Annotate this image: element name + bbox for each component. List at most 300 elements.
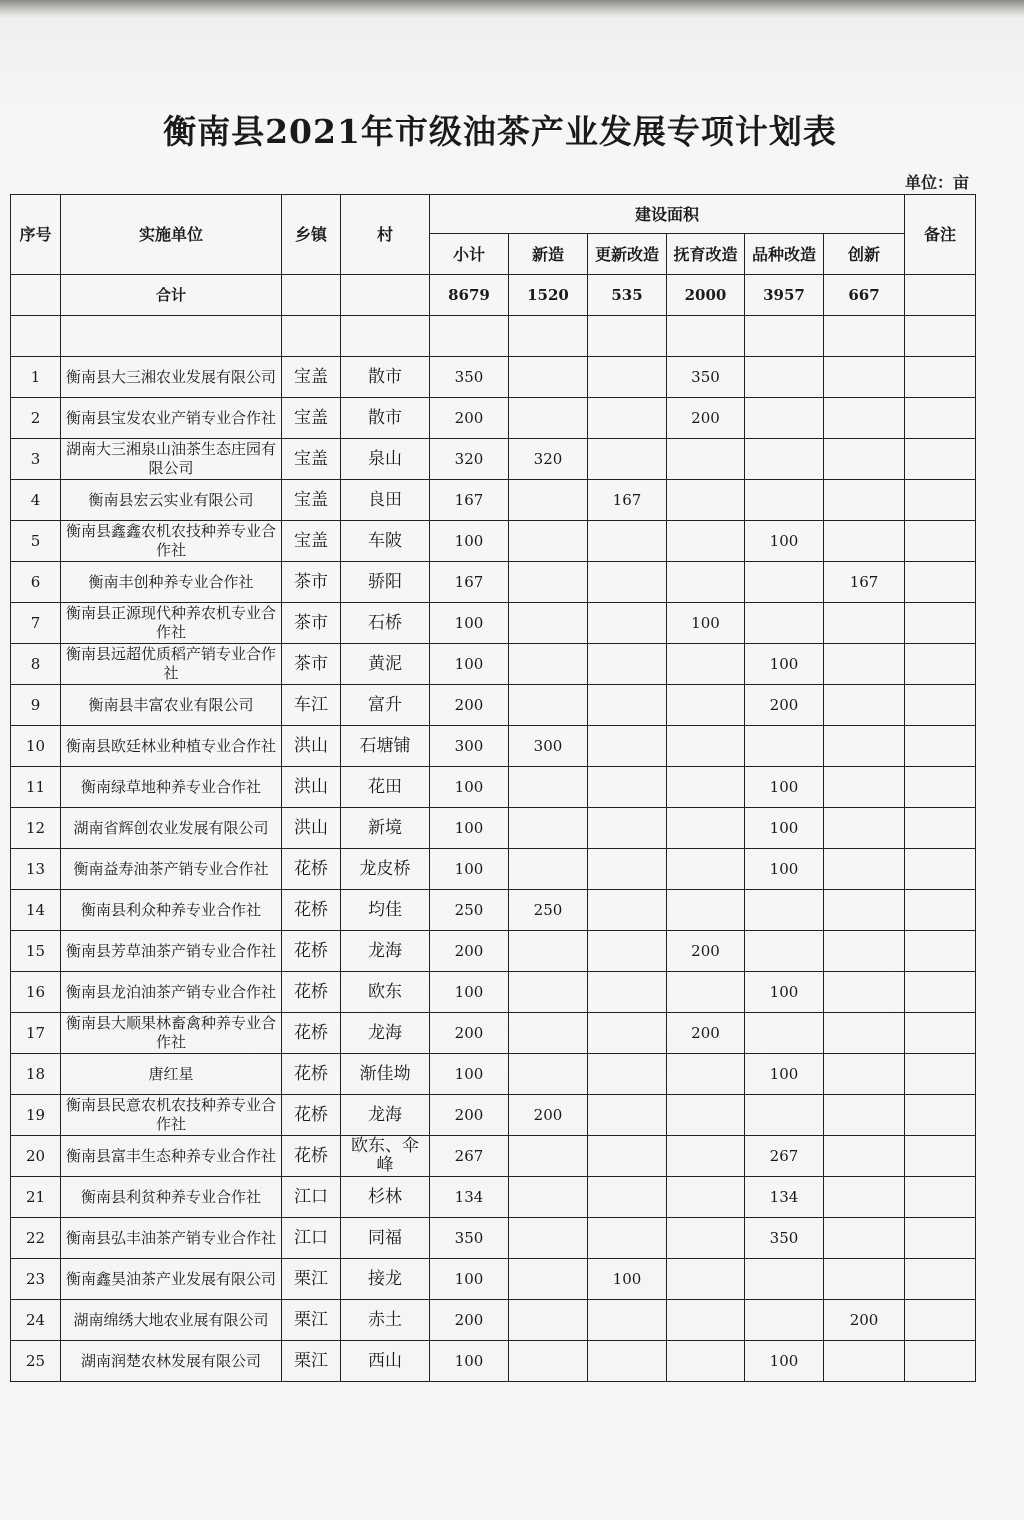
row-renew <box>588 439 667 480</box>
header-village: 村 <box>341 195 430 275</box>
row-town: 茶市 <box>282 644 341 685</box>
row-org: 湖南大三湘泉山油茶生态庄园有限公司 <box>61 439 282 480</box>
row-no: 1 <box>11 357 61 398</box>
row-remark <box>905 931 976 972</box>
row-org: 衡南县龙泊油茶产销专业合作社 <box>61 972 282 1013</box>
row-innovate <box>824 890 905 931</box>
row-variety: 100 <box>745 1054 824 1095</box>
table-row <box>11 357 976 398</box>
total-new: 1520 <box>509 275 588 316</box>
row-renew <box>588 1013 667 1054</box>
row-new <box>509 849 588 890</box>
row-new <box>509 480 588 521</box>
row-innovate: 200 <box>824 1300 905 1341</box>
row-innovate <box>824 357 905 398</box>
row-no: 23 <box>11 1259 61 1300</box>
row-village: 同福 <box>341 1218 430 1259</box>
total-town-cell <box>282 275 341 316</box>
row-no: 17 <box>11 1013 61 1054</box>
row-village: 泉山 <box>341 439 430 480</box>
row-tend <box>667 890 745 931</box>
table-row <box>11 767 976 808</box>
row-village: 黄泥 <box>341 644 430 685</box>
row-renew <box>588 931 667 972</box>
header-subtotal: 小计 <box>430 234 509 275</box>
row-no: 25 <box>11 1341 61 1382</box>
row-remark <box>905 603 976 644</box>
row-village: 良田 <box>341 480 430 521</box>
row-remark <box>905 849 976 890</box>
row-village: 新境 <box>341 808 430 849</box>
table-row <box>11 1218 976 1259</box>
row-tend <box>667 808 745 849</box>
table-row <box>11 644 976 685</box>
row-village: 富升 <box>341 685 430 726</box>
row-new <box>509 644 588 685</box>
row-new <box>509 1259 588 1300</box>
row-subtotal: 200 <box>430 1300 509 1341</box>
row-renew <box>588 603 667 644</box>
header-tend: 抚育改造 <box>667 234 745 275</box>
total-subtotal: 8679 <box>430 275 509 316</box>
row-subtotal: 100 <box>430 767 509 808</box>
row-variety: 350 <box>745 1218 824 1259</box>
row-tend <box>667 849 745 890</box>
row-org: 衡南县欧廷林业种植专业合作社 <box>61 726 282 767</box>
row-variety: 100 <box>745 767 824 808</box>
row-variety <box>745 726 824 767</box>
row-remark <box>905 644 976 685</box>
row-town: 茶市 <box>282 603 341 644</box>
blank-cell <box>430 316 509 357</box>
row-no: 12 <box>11 808 61 849</box>
blank-cell <box>905 316 976 357</box>
row-no: 10 <box>11 726 61 767</box>
row-village: 接龙 <box>341 1259 430 1300</box>
row-innovate <box>824 1218 905 1259</box>
row-innovate <box>824 972 905 1013</box>
row-tend <box>667 1054 745 1095</box>
row-village: 石塘铺 <box>341 726 430 767</box>
row-village: 散市 <box>341 398 430 439</box>
row-subtotal: 267 <box>430 1136 509 1177</box>
row-new <box>509 1300 588 1341</box>
row-town: 洪山 <box>282 767 341 808</box>
row-no: 19 <box>11 1095 61 1136</box>
row-renew <box>588 644 667 685</box>
row-village: 均佳 <box>341 890 430 931</box>
row-variety: 100 <box>745 808 824 849</box>
row-town: 花桥 <box>282 931 341 972</box>
row-new <box>509 808 588 849</box>
table-row <box>11 480 976 521</box>
row-tend <box>667 439 745 480</box>
row-no: 3 <box>11 439 61 480</box>
row-subtotal: 300 <box>430 726 509 767</box>
row-org: 唐红星 <box>61 1054 282 1095</box>
total-variety: 3957 <box>745 275 824 316</box>
page-title: 衡南县2021年市级油茶产业发展专项计划表 <box>163 112 837 151</box>
row-subtotal: 100 <box>430 808 509 849</box>
row-town: 花桥 <box>282 1095 341 1136</box>
row-village: 欧东、伞峰 <box>341 1136 430 1177</box>
row-town: 栗江 <box>282 1259 341 1300</box>
row-innovate <box>824 931 905 972</box>
row-renew <box>588 1300 667 1341</box>
table-row <box>11 562 976 603</box>
blank-row <box>11 316 976 357</box>
row-remark <box>905 439 976 480</box>
row-renew: 100 <box>588 1259 667 1300</box>
row-innovate <box>824 398 905 439</box>
row-no: 11 <box>11 767 61 808</box>
row-town: 花桥 <box>282 849 341 890</box>
row-org: 衡南县宏云实业有限公司 <box>61 480 282 521</box>
blank-cell <box>341 316 430 357</box>
row-remark <box>905 808 976 849</box>
row-village: 车陂 <box>341 521 430 562</box>
row-no: 6 <box>11 562 61 603</box>
header-remark: 备注 <box>905 195 976 275</box>
row-renew <box>588 685 667 726</box>
row-no: 4 <box>11 480 61 521</box>
row-renew <box>588 521 667 562</box>
row-org: 衡南鑫昊油茶产业发展有限公司 <box>61 1259 282 1300</box>
table-row <box>11 439 976 480</box>
row-subtotal: 100 <box>430 521 509 562</box>
row-variety <box>745 1259 824 1300</box>
row-village: 渐佳坳 <box>341 1054 430 1095</box>
total-no-cell <box>11 275 61 316</box>
row-renew <box>588 1095 667 1136</box>
row-variety <box>745 357 824 398</box>
row-tend: 200 <box>667 398 745 439</box>
scan-edge-shadow <box>0 0 1024 18</box>
row-new <box>509 603 588 644</box>
row-org: 衡南县远超优质稻产销专业合作社 <box>61 644 282 685</box>
row-town: 栗江 <box>282 1341 341 1382</box>
row-tend <box>667 685 745 726</box>
table-row <box>11 849 976 890</box>
row-new <box>509 1013 588 1054</box>
row-town: 花桥 <box>282 890 341 931</box>
row-subtotal: 200 <box>430 398 509 439</box>
table-row <box>11 685 976 726</box>
row-town: 江口 <box>282 1177 341 1218</box>
table-row <box>11 890 976 931</box>
row-remark <box>905 1054 976 1095</box>
row-tend <box>667 644 745 685</box>
row-innovate <box>824 521 905 562</box>
row-no: 7 <box>11 603 61 644</box>
row-village: 杉林 <box>341 1177 430 1218</box>
row-variety <box>745 1300 824 1341</box>
row-renew <box>588 972 667 1013</box>
row-renew <box>588 1136 667 1177</box>
row-renew <box>588 808 667 849</box>
table-row <box>11 972 976 1013</box>
row-town: 花桥 <box>282 1013 341 1054</box>
row-renew <box>588 1341 667 1382</box>
row-village: 龙海 <box>341 931 430 972</box>
row-subtotal: 100 <box>430 1259 509 1300</box>
row-org: 衡南县弘丰油茶产销专业合作社 <box>61 1218 282 1259</box>
header-area: 建设面积 <box>430 195 905 234</box>
row-new: 300 <box>509 726 588 767</box>
row-remark <box>905 398 976 439</box>
row-town: 车江 <box>282 685 341 726</box>
row-no: 16 <box>11 972 61 1013</box>
row-variety: 134 <box>745 1177 824 1218</box>
row-innovate <box>824 439 905 480</box>
row-org: 湖南润楚农林发展有限公司 <box>61 1341 282 1382</box>
row-town: 茶市 <box>282 562 341 603</box>
row-variety <box>745 1095 824 1136</box>
row-innovate <box>824 1095 905 1136</box>
row-village: 西山 <box>341 1341 430 1382</box>
blank-cell <box>745 316 824 357</box>
row-variety: 200 <box>745 685 824 726</box>
row-subtotal: 350 <box>430 357 509 398</box>
header-new: 新造 <box>509 234 588 275</box>
row-tend: 200 <box>667 1013 745 1054</box>
row-no: 8 <box>11 644 61 685</box>
total-village-cell <box>341 275 430 316</box>
row-remark <box>905 480 976 521</box>
row-renew <box>588 357 667 398</box>
row-tend <box>667 726 745 767</box>
row-subtotal: 200 <box>430 931 509 972</box>
row-innovate <box>824 603 905 644</box>
row-tend: 350 <box>667 357 745 398</box>
row-no: 9 <box>11 685 61 726</box>
table-row <box>11 1177 976 1218</box>
row-variety <box>745 890 824 931</box>
blank-cell <box>667 316 745 357</box>
row-subtotal: 134 <box>430 1177 509 1218</box>
row-innovate <box>824 1259 905 1300</box>
header-no: 序号 <box>11 195 61 275</box>
row-new <box>509 357 588 398</box>
row-org: 衡南县丰富农业有限公司 <box>61 685 282 726</box>
row-variety: 100 <box>745 972 824 1013</box>
row-tend <box>667 521 745 562</box>
table-row <box>11 1341 976 1382</box>
row-no: 20 <box>11 1136 61 1177</box>
row-renew <box>588 562 667 603</box>
row-town: 花桥 <box>282 1136 341 1177</box>
row-village: 龙海 <box>341 1013 430 1054</box>
total-label: 合计 <box>61 275 282 316</box>
row-new <box>509 562 588 603</box>
row-new <box>509 1177 588 1218</box>
row-village: 散市 <box>341 357 430 398</box>
total-remark <box>905 275 976 316</box>
row-innovate <box>824 1054 905 1095</box>
row-tend <box>667 972 745 1013</box>
row-subtotal: 250 <box>430 890 509 931</box>
row-innovate <box>824 480 905 521</box>
row-no: 14 <box>11 890 61 931</box>
row-town: 宝盖 <box>282 357 341 398</box>
row-innovate <box>824 849 905 890</box>
row-innovate <box>824 685 905 726</box>
header-innovate: 创新 <box>824 234 905 275</box>
row-remark <box>905 357 976 398</box>
row-village: 骄阳 <box>341 562 430 603</box>
row-subtotal: 200 <box>430 1013 509 1054</box>
unit-label: 单位：亩 <box>905 173 970 192</box>
row-tend <box>667 480 745 521</box>
row-subtotal: 100 <box>430 1341 509 1382</box>
row-new <box>509 972 588 1013</box>
row-org: 衡南县大顺果林畜禽种养专业合作社 <box>61 1013 282 1054</box>
table-row <box>11 1095 976 1136</box>
row-variety <box>745 439 824 480</box>
row-subtotal: 200 <box>430 685 509 726</box>
header-row-1 <box>11 195 976 234</box>
row-town: 栗江 <box>282 1300 341 1341</box>
row-org: 衡南县利贫种养专业合作社 <box>61 1177 282 1218</box>
row-subtotal: 100 <box>430 644 509 685</box>
table-row <box>11 1300 976 1341</box>
row-village: 赤土 <box>341 1300 430 1341</box>
row-innovate <box>824 1136 905 1177</box>
row-org: 衡南县大三湘农业发展有限公司 <box>61 357 282 398</box>
row-renew <box>588 890 667 931</box>
row-no: 22 <box>11 1218 61 1259</box>
row-town: 洪山 <box>282 726 341 767</box>
row-innovate <box>824 808 905 849</box>
blank-cell <box>282 316 341 357</box>
total-tend: 2000 <box>667 275 745 316</box>
row-village: 龙皮桥 <box>341 849 430 890</box>
row-remark <box>905 767 976 808</box>
blank-cell <box>61 316 282 357</box>
row-variety <box>745 603 824 644</box>
row-innovate <box>824 1013 905 1054</box>
row-remark <box>905 1136 976 1177</box>
row-org: 衡南绿草地种养专业合作社 <box>61 767 282 808</box>
row-remark <box>905 972 976 1013</box>
row-tend <box>667 1136 745 1177</box>
row-town: 宝盖 <box>282 480 341 521</box>
row-variety: 267 <box>745 1136 824 1177</box>
row-innovate <box>824 726 905 767</box>
row-org: 衡南县民意农机农技种养专业合作社 <box>61 1095 282 1136</box>
row-remark <box>905 1218 976 1259</box>
header-variety: 品种改造 <box>745 234 824 275</box>
table-row <box>11 521 976 562</box>
row-remark <box>905 1259 976 1300</box>
plan-table <box>10 194 976 1382</box>
row-variety <box>745 931 824 972</box>
row-new <box>509 1136 588 1177</box>
row-org: 衡南县富丰生态种养专业合作社 <box>61 1136 282 1177</box>
row-variety <box>745 480 824 521</box>
row-remark <box>905 1013 976 1054</box>
table-row <box>11 603 976 644</box>
header-org: 实施单位 <box>61 195 282 275</box>
table-row <box>11 931 976 972</box>
row-variety: 100 <box>745 849 824 890</box>
row-remark <box>905 1341 976 1382</box>
row-renew <box>588 1177 667 1218</box>
row-org: 衡南县正源现代种养农机专业合作社 <box>61 603 282 644</box>
row-subtotal: 167 <box>430 562 509 603</box>
header-town: 乡镇 <box>282 195 341 275</box>
row-org: 衡南丰创种养专业合作社 <box>61 562 282 603</box>
row-org: 湖南绵绣大地农业展有限公司 <box>61 1300 282 1341</box>
total-innovate: 667 <box>824 275 905 316</box>
table-row <box>11 1259 976 1300</box>
row-variety: 100 <box>745 521 824 562</box>
row-new <box>509 767 588 808</box>
row-town: 宝盖 <box>282 398 341 439</box>
row-org: 衡南县宝发农业产销专业合作社 <box>61 398 282 439</box>
table-row <box>11 1054 976 1095</box>
blank-cell <box>509 316 588 357</box>
row-remark <box>905 562 976 603</box>
row-tend <box>667 1341 745 1382</box>
row-new <box>509 1218 588 1259</box>
row-org: 衡南县鑫鑫农机农技种养专业合作社 <box>61 521 282 562</box>
row-renew <box>588 726 667 767</box>
row-tend <box>667 1177 745 1218</box>
row-town: 洪山 <box>282 808 341 849</box>
row-village: 花田 <box>341 767 430 808</box>
row-subtotal: 100 <box>430 1054 509 1095</box>
row-town: 花桥 <box>282 972 341 1013</box>
row-org: 湖南省辉创农业发展有限公司 <box>61 808 282 849</box>
row-renew: 167 <box>588 480 667 521</box>
table-row <box>11 808 976 849</box>
row-renew <box>588 1218 667 1259</box>
row-innovate <box>824 767 905 808</box>
total-row <box>11 275 976 316</box>
row-town: 花桥 <box>282 1054 341 1095</box>
row-renew <box>588 849 667 890</box>
row-remark <box>905 521 976 562</box>
row-org: 衡南益寿油茶产销专业合作社 <box>61 849 282 890</box>
row-innovate <box>824 1341 905 1382</box>
row-variety: 100 <box>745 1341 824 1382</box>
row-remark <box>905 890 976 931</box>
row-remark <box>905 1177 976 1218</box>
row-variety <box>745 398 824 439</box>
row-no: 15 <box>11 931 61 972</box>
row-new <box>509 685 588 726</box>
row-tend <box>667 562 745 603</box>
row-renew <box>588 1054 667 1095</box>
row-town: 江口 <box>282 1218 341 1259</box>
row-remark <box>905 1095 976 1136</box>
row-subtotal: 100 <box>430 849 509 890</box>
row-no: 2 <box>11 398 61 439</box>
row-new: 320 <box>509 439 588 480</box>
row-village: 石桥 <box>341 603 430 644</box>
table-row <box>11 398 976 439</box>
blank-cell <box>824 316 905 357</box>
row-remark <box>905 726 976 767</box>
row-innovate <box>824 644 905 685</box>
table-row <box>11 1013 976 1054</box>
table-row <box>11 726 976 767</box>
table-row <box>11 1136 976 1177</box>
row-remark <box>905 685 976 726</box>
row-innovate <box>824 1177 905 1218</box>
row-subtotal: 200 <box>430 1095 509 1136</box>
